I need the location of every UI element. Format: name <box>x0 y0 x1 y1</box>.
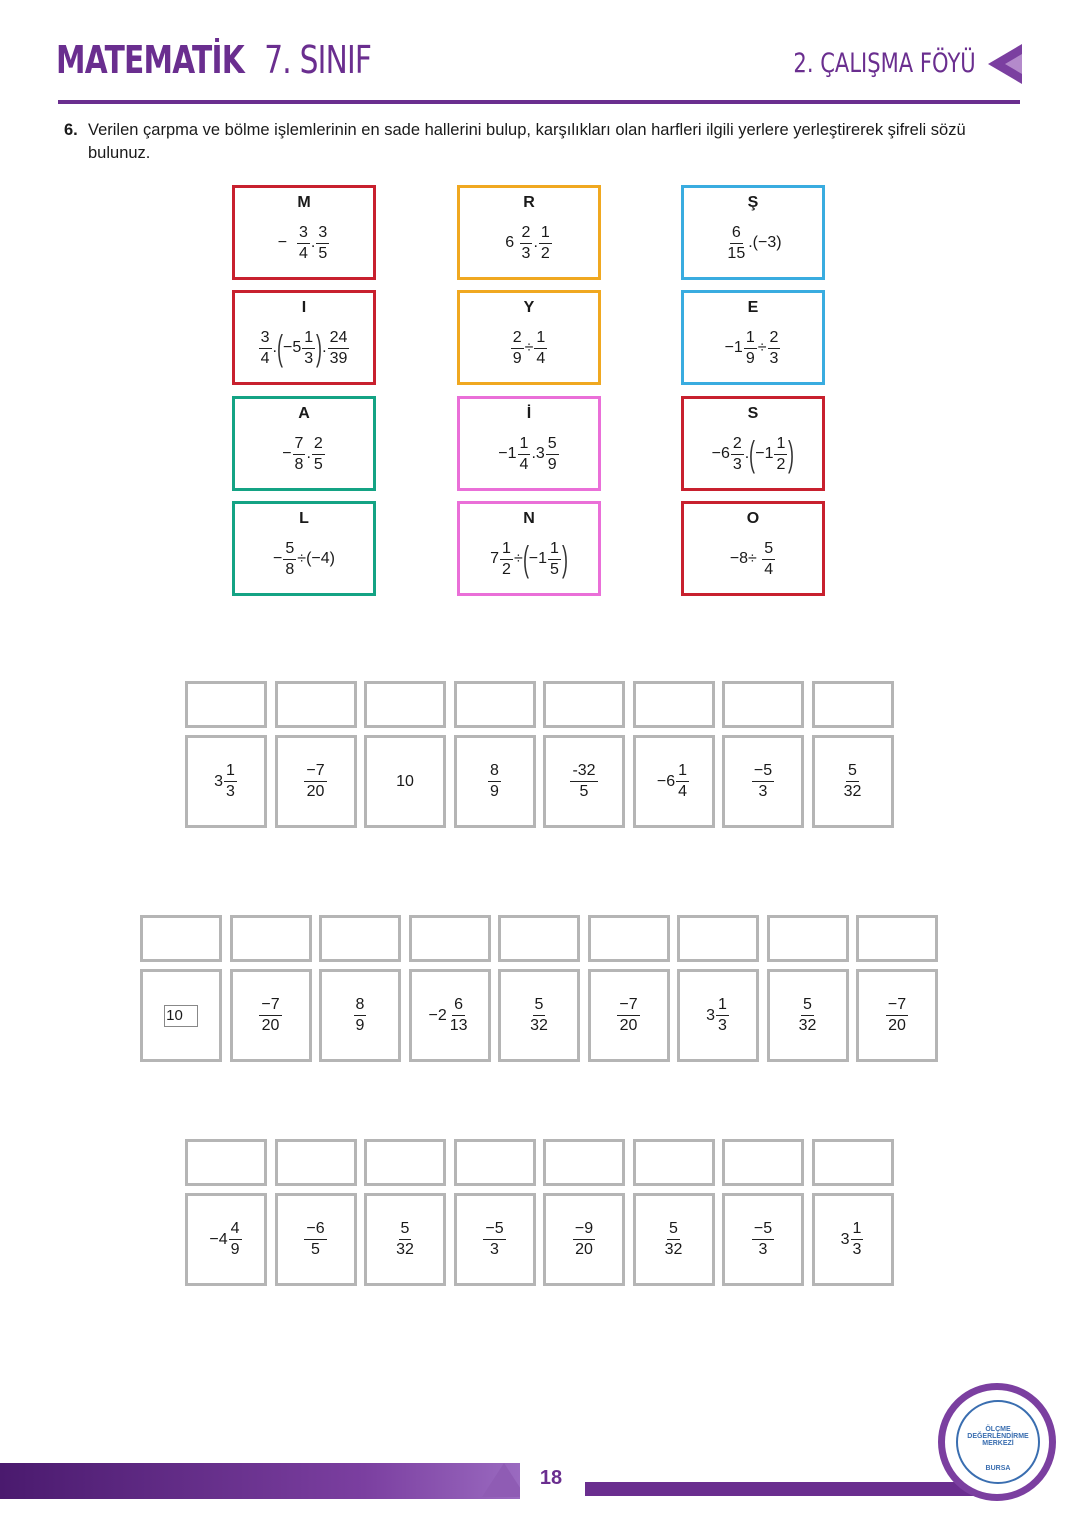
card-expression: −1 1 4 .3 5 9 <box>498 434 557 473</box>
value-text: 3 1 3 <box>706 996 727 1034</box>
card-expression: −8÷ 5 4 <box>729 539 774 578</box>
letter-answer-box[interactable] <box>140 915 222 962</box>
footer-bar <box>0 1463 520 1499</box>
value-text: −9 20 <box>574 1220 594 1258</box>
card-n <box>457 501 601 596</box>
letter-answer-box[interactable] <box>543 1139 625 1186</box>
letter-answer-box[interactable] <box>454 681 536 728</box>
value-text: 10 <box>164 1005 198 1027</box>
card-expression: − 5 8 ÷(−4) <box>273 539 335 578</box>
card-letter: L <box>299 510 309 527</box>
value-box <box>185 1193 267 1286</box>
letter-answer-box[interactable] <box>275 1139 357 1186</box>
value-box <box>856 969 938 1062</box>
value-box <box>275 735 357 828</box>
value-box <box>588 969 670 1062</box>
letter-answer-box[interactable] <box>722 681 804 728</box>
value-text: −7 20 <box>306 762 325 800</box>
value-box <box>230 969 312 1062</box>
value-box <box>275 1193 357 1286</box>
value-box <box>140 969 222 1062</box>
letter-answer-box[interactable] <box>185 1139 267 1186</box>
value-box <box>543 735 625 828</box>
question-number: 6. <box>64 121 78 139</box>
value-text: 8 9 <box>355 996 365 1034</box>
card-y <box>457 290 601 385</box>
letter-answer-box[interactable] <box>409 915 491 962</box>
letter-answer-box[interactable] <box>230 915 312 962</box>
value-text: −7 20 <box>887 996 907 1034</box>
letter-answer-box[interactable] <box>633 1139 715 1186</box>
card-expression: 3 4 . ( −5 1 3 ) . 24 39 <box>260 327 348 368</box>
card-expression: 6 2 3 . 1 2 <box>505 223 550 262</box>
letter-answer-box[interactable] <box>543 681 625 728</box>
card-i <box>232 290 376 385</box>
card-e <box>681 290 825 385</box>
header-arrow-inner-icon <box>1005 54 1022 74</box>
card-m <box>232 185 376 280</box>
card-letter: E <box>747 299 759 316</box>
value-text: -32 5 <box>572 762 596 800</box>
value-box <box>319 969 401 1062</box>
letter-answer-box[interactable] <box>364 681 446 728</box>
value-box <box>543 1193 625 1286</box>
card-letter: N <box>523 510 535 527</box>
letter-answer-box[interactable] <box>185 681 267 728</box>
letter-answer-box[interactable] <box>677 915 759 962</box>
letter-answer-box[interactable] <box>275 681 357 728</box>
value-text: 5 32 <box>530 996 548 1034</box>
value-text: 5 32 <box>798 996 817 1034</box>
card-letter: A <box>298 405 310 422</box>
card-letter: S <box>747 405 759 422</box>
header-divider <box>58 100 1020 104</box>
subject-title: MATEMATİK <box>56 38 244 82</box>
card-letter: R <box>523 194 535 211</box>
question <box>64 119 1024 162</box>
value-box <box>364 735 446 828</box>
letter-answer-box[interactable] <box>812 681 894 728</box>
card-letter: İ <box>526 405 532 422</box>
value-text: −7 20 <box>619 996 638 1034</box>
value-box <box>812 735 894 828</box>
value-box <box>812 1193 894 1286</box>
value-box <box>722 1193 804 1286</box>
card-expression: − 3 4 . 3 5 <box>277 223 328 262</box>
card-expression: 2 9 ÷ 1 4 <box>512 328 546 367</box>
card-letter: I <box>301 299 307 316</box>
letter-answer-box[interactable] <box>856 915 938 962</box>
card-i-dotted <box>457 396 601 491</box>
card-l <box>232 501 376 596</box>
value-text: −5 3 <box>485 1220 504 1258</box>
value-text: 5 32 <box>664 1220 683 1258</box>
card-expression: 6 15 .(−3) <box>727 223 782 262</box>
card-letter: M <box>297 194 311 211</box>
header-title <box>56 38 371 82</box>
value-text: −7 20 <box>261 996 280 1034</box>
value-box <box>364 1193 446 1286</box>
question-text: Verilen çarpma ve bölme işlemlerinin en sade hallerini bulup, karşılıkları olan harfleri ilgili yerlere yerleştirerek şifreli sözü bulunuz. <box>88 121 966 162</box>
letter-answer-box[interactable] <box>633 681 715 728</box>
value-box <box>454 735 536 828</box>
value-text: −5 3 <box>753 1220 773 1258</box>
worksheet-title: 2. ÇALIŞMA FÖYÜ <box>793 48 976 79</box>
letter-answer-box[interactable] <box>588 915 670 962</box>
page-number: 18 <box>539 1467 563 1489</box>
value-text: 5 32 <box>396 1220 414 1258</box>
card-expression: 7 1 2 ÷ ( −1 1 5 ) <box>490 538 568 579</box>
card-o <box>681 501 825 596</box>
letter-answer-box[interactable] <box>722 1139 804 1186</box>
value-text: 8 9 <box>490 762 499 800</box>
card-expression: − 7 8 . 2 5 <box>282 434 323 473</box>
value-text: 5 32 <box>843 762 862 800</box>
value-text: 3 1 3 <box>840 1220 862 1258</box>
value-box <box>498 969 580 1062</box>
card-a <box>232 396 376 491</box>
letter-answer-box[interactable] <box>319 915 401 962</box>
value-box <box>633 735 715 828</box>
card-letter: Y <box>523 299 535 316</box>
value-box <box>185 735 267 828</box>
value-text: −5 3 <box>753 762 773 800</box>
letter-answer-box[interactable] <box>364 1139 446 1186</box>
value-box <box>454 1193 536 1286</box>
value-text: 10 <box>396 772 414 790</box>
value-box <box>409 969 491 1062</box>
logo-text: ÖLÇME DEĞERLENDİRME MERKEZİ <box>967 1426 1029 1447</box>
card-expression: −1 1 9 ÷ 2 3 <box>724 328 779 367</box>
logo-city: BURSA <box>985 1465 1011 1472</box>
card-letter: O <box>746 510 760 527</box>
value-box <box>722 735 804 828</box>
card-r <box>457 185 601 280</box>
value-box <box>677 969 759 1062</box>
value-text: 3 1 3 <box>214 762 235 800</box>
value-text: −6 1 4 <box>656 762 688 800</box>
letter-answer-box[interactable] <box>454 1139 536 1186</box>
card-s <box>681 396 825 491</box>
letter-answer-box[interactable] <box>498 915 580 962</box>
value-text: −6 5 <box>306 1220 325 1258</box>
value-text: −4 4 9 <box>209 1220 240 1258</box>
letter-answer-box[interactable] <box>812 1139 894 1186</box>
value-box <box>633 1193 715 1286</box>
grade-title: 7. SINIF <box>264 38 372 82</box>
card-expression: −6 2 3 . ( −1 1 2 ) <box>711 433 795 474</box>
footer-line <box>585 1482 1015 1496</box>
card-letter: Ş <box>747 194 759 211</box>
letter-answer-box[interactable] <box>767 915 849 962</box>
card-sh <box>681 185 825 280</box>
value-text: −2 6 13 <box>428 996 468 1034</box>
value-box <box>767 969 849 1062</box>
odm-logo-text <box>956 1426 1040 1472</box>
